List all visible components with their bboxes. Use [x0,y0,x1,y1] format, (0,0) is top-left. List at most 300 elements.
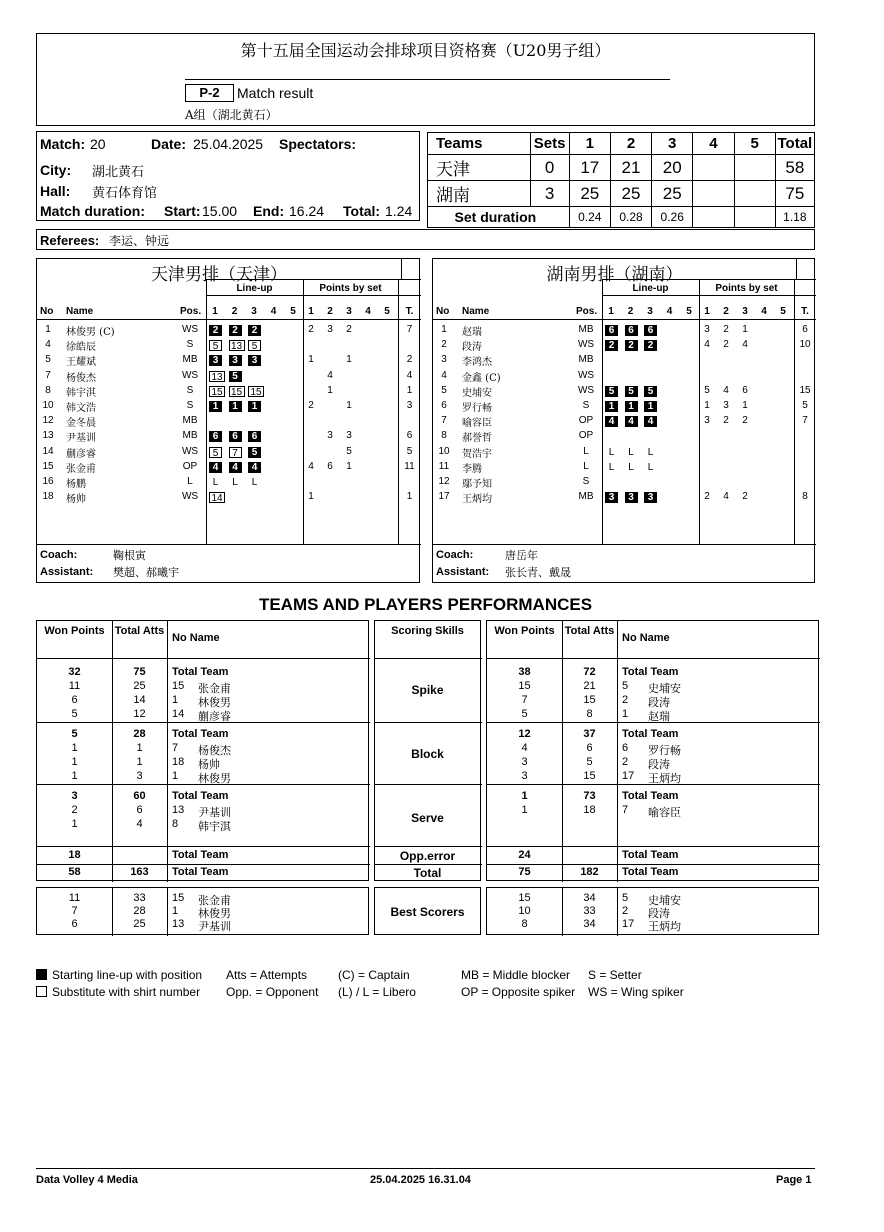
doc-code-box: P-2 [185,84,234,102]
player-number: 5 [622,892,629,904]
set-points: 1 [346,460,352,472]
referees-names: 李运、钟远 [109,234,170,248]
player-number: 12 [438,476,450,487]
set-points: 1 [704,400,710,411]
team-b-roster [432,258,815,583]
player-name: 贺浩宇 [462,448,492,460]
player-name: 史埔安 [462,387,492,399]
player-name: 王耀斌 [66,357,96,369]
total-atts: 28 [133,905,146,917]
row-divider [487,846,820,847]
player-name: 张金甫 [198,682,231,695]
player-total-points: 1 [406,491,413,503]
player-total-points: 6 [406,430,413,442]
player-row [37,490,421,505]
player-position: MB [578,354,594,366]
total-atts: 15 [583,694,596,706]
total-points: 75 [518,866,531,878]
no-header: No [40,306,54,317]
lineup-marker: 1 [605,401,618,412]
row-divider [375,722,482,723]
libero-marker: L [647,461,654,473]
player-name: 赵瑞 [648,710,670,723]
points-set-header: 3 [346,306,352,317]
score-set4 [693,181,734,207]
lineup-marker: 1 [625,401,638,412]
coach-label: Coach: [436,549,474,561]
player-total-points: 7 [406,324,413,335]
player-row [37,338,421,353]
player-name: 蒯彦睿 [198,710,231,723]
player-number: 1 [172,905,179,917]
total-attempts: 163 [130,866,149,878]
lineup-marker: 4 [229,462,242,473]
set-points: 1 [327,384,333,396]
player-position: OP [578,415,594,427]
team-b-performance [486,620,819,881]
player-position: MB [182,430,198,442]
won-points: 4 [521,742,528,754]
lineup-set-header: 4 [666,306,673,317]
legend-captain: (C) = Captain [338,968,410,982]
player-position: L [187,476,193,487]
skill-label: Block [411,747,444,761]
score-total: 75 [775,181,814,207]
player-number: 7 [45,369,51,381]
player-position: MB [578,491,594,503]
won-points: 8 [521,918,528,930]
player-name: 韩宇淇 [66,387,96,399]
player-number: 8 [45,384,51,396]
footer-timestamp: 25.04.2025 16.31.04 [370,1174,471,1186]
lineup-marker: 2 [229,325,242,336]
won-points: 1 [521,790,528,802]
player-position: S [186,400,194,411]
opp-error-label: Total Team [622,849,679,861]
player-number: 8 [441,430,447,442]
won-points: 5 [71,708,78,720]
total-label: Total Team [172,866,229,878]
score-header-sets: Sets [530,133,569,155]
set-duration-1: 0.24 [569,207,610,228]
lineup-marker: 5 [248,340,261,351]
lineup-marker: 5 [229,371,242,382]
column-divider [617,621,618,882]
won-points: 38 [518,666,531,678]
player-row [433,369,816,384]
libero-marker: L [647,446,654,458]
player-number: 1 [45,324,51,335]
lineup-marker: 13 [229,340,245,351]
total-attempts: 182 [580,866,599,878]
lineup-marker: 4 [605,416,618,427]
score-team-name: 湖南 [428,181,531,207]
set-points: 3 [346,430,352,442]
score-set5 [734,181,775,207]
score-sets: 3 [530,181,569,207]
player-total-points: 3 [406,400,413,411]
total-atts: 73 [583,790,596,802]
score-set1: 25 [569,181,610,207]
player-position: WS [181,369,199,381]
legend-op: OP = Opposite spiker [461,985,576,999]
won-points: 15 [518,680,531,692]
substitute-legend-icon [36,986,47,997]
player-name: 喻容臣 [648,806,681,819]
player-row [37,445,421,460]
player-number: 1 [622,708,629,720]
player-position: MB [578,324,594,335]
player-number: 1 [172,694,179,706]
libero-marker: L [628,446,634,458]
player-name: Total Team [172,790,229,802]
set-points: 1 [742,400,748,411]
set-points: 6 [742,384,748,396]
total-atts-header: Total Atts [564,625,615,637]
player-row [37,429,421,444]
player-name: 罗行畅 [648,744,681,757]
set-points: 4 [308,460,314,472]
won-points: 5 [71,728,78,740]
lineup-marker: 6 [229,431,242,442]
player-name: 金冬晨 [66,418,96,430]
player-number: 2 [622,756,629,768]
skill-label: Total [413,866,442,880]
player-name: 林俊男 [198,772,231,785]
won-points: 11 [68,680,81,692]
player-name: 王炳均 [462,494,492,506]
player-position: S [582,476,590,487]
player-number: 7 [622,804,629,816]
player-position: MB [182,415,198,427]
points-set-header: 5 [780,306,786,317]
player-position: OP [182,460,198,472]
row-divider [375,864,482,865]
lineup-marker: 6 [248,431,261,442]
lineup-set-header: 5 [686,306,692,317]
player-row [433,490,816,505]
set-duration-3: 0.26 [652,207,693,228]
libero-marker: L [628,461,634,473]
player-row [433,429,816,444]
won-points: 1 [71,756,78,768]
lineup-marker: 7 [229,447,242,458]
score-set2: 25 [610,181,651,207]
total-atts: 1 [136,742,143,754]
total-atts: 14 [133,694,146,706]
coach-name: 唐岳年 [505,549,538,562]
won-points: 2 [71,804,78,816]
skill-label: Spike [411,683,444,697]
lineup-set-header: 2 [627,306,634,317]
total-atts: 5 [586,756,593,768]
points-set-header: 1 [704,306,710,317]
player-name: 林俊男 (C) [66,327,115,338]
lineup-marker: 15 [209,386,225,397]
duration-label: Match duration: [40,203,145,219]
player-row [37,369,421,384]
footer-left: Data Volley 4 Media [36,1174,138,1186]
player-name: 韩文浩 [66,403,96,414]
lineup-set-header: 3 [251,306,257,317]
total-atts-header: Total Atts [114,625,165,637]
match-info-box [36,131,420,221]
total-atts: 75 [133,666,146,678]
lineup-marker: 5 [209,447,222,458]
lineup-marker: 5 [209,340,222,351]
player-position: OP [578,430,594,442]
set-points: 3 [723,400,729,411]
score-set4 [693,155,734,181]
skill-label: Serve [411,811,444,825]
won-points: 6 [71,918,78,930]
header-box [36,33,815,126]
total-atts: 12 [133,708,146,720]
score-set3: 20 [652,155,693,181]
set-points: 3 [704,415,710,427]
date-label: Date: [151,136,187,152]
lineup-set-header: 1 [608,306,614,317]
set-points: 2 [308,400,314,411]
doc-name: Match result [237,85,314,101]
city-label: City: [40,162,72,178]
set-points: 2 [723,415,729,427]
player-number: 18 [42,491,54,503]
lineup-header: Line-up [236,283,273,294]
legend-s: S = Setter [588,968,642,982]
header-rule [37,319,421,320]
legend-libero: (L) / L = Libero [338,985,416,999]
player-row [37,414,421,429]
set-duration-4 [693,207,734,228]
starting-legend-icon [36,969,47,980]
player-total-points: 5 [802,400,808,411]
total-duration: 1.24 [385,203,413,219]
lineup-marker: 3 [625,492,638,503]
player-name: 杨俊杰 [198,744,231,757]
player-name: 段涛 [648,907,670,920]
set-points: 4 [723,491,729,503]
player-number: 12 [42,415,54,427]
won-points: 7 [71,905,78,917]
assistant-names: 樊超、郝曦宇 [113,566,179,579]
player-name: 史埔安 [648,682,681,695]
player-row [433,399,816,414]
player-number: 6 [622,742,629,754]
match-number: 20 [90,136,106,152]
set-points: 4 [704,339,710,351]
player-name: 李鸿杰 [462,357,492,369]
player-position: S [582,400,590,411]
player-position: L [583,445,589,457]
player-total-points: 8 [802,491,808,503]
player-number: 8 [172,818,179,830]
score-header-teams: Teams [428,133,531,155]
set-points: 1 [742,324,748,335]
points-header: Points by set [319,283,382,294]
player-total-points: 11 [404,460,415,472]
score-header-set2: 2 [610,133,651,155]
player-name: Total Team [172,728,229,740]
set-points: 5 [704,384,710,396]
player-name: 徐皓辰 [66,342,96,354]
player-number: 4 [45,339,51,351]
player-row [37,323,421,338]
points-set-header: 3 [742,306,748,317]
libero-marker: L [608,446,615,458]
player-row [433,353,816,368]
legend-ws: WS = Wing spiker [588,985,684,999]
team-title: 天津男排（天津） [151,265,287,285]
set-points: 2 [742,491,748,503]
player-name: 尹基训 [66,433,96,445]
won-points: 12 [518,728,531,740]
coach-label: Coach: [40,549,78,561]
score-header-set5: 5 [734,133,775,155]
player-number: 17 [622,918,635,930]
player-position: WS [577,369,595,381]
performance-title: TEAMS AND PLAYERS PERFORMANCES [258,595,593,614]
player-number: 17 [438,491,450,503]
player-number: 5 [441,384,447,396]
lineup-marker: 3 [605,492,618,503]
lineup-marker: 4 [209,462,222,473]
set-points: 1 [308,354,314,366]
player-name: 段涛 [648,696,670,709]
libero-marker: L [251,477,258,488]
row-divider [375,658,482,659]
page-title: 第十五届全国运动会排球项目资格赛（U20男子组） [240,41,611,60]
set-points: 5 [346,445,352,457]
row-divider [487,658,820,659]
no-name-header: No Name [172,632,220,644]
won-points: 3 [521,756,528,768]
player-row [433,384,816,399]
no-name-header: No Name [622,632,670,644]
start-time: 15.00 [202,203,238,219]
player-position: S [186,339,194,351]
won-points: 1 [71,818,78,830]
player-row [37,353,421,368]
player-row [433,445,816,460]
score-team-name: 天津 [428,155,531,181]
legend-opp: Opp. = Opponent [226,985,319,999]
end-time: 16.24 [289,203,325,219]
player-number: 17 [622,770,635,782]
row-divider [375,846,482,847]
player-row [433,475,816,490]
player-number: 16 [42,476,54,487]
total-atts: 72 [583,666,596,678]
pos-header: Pos. [576,306,598,317]
player-number: 5 [622,680,629,692]
total-atts: 8 [586,708,593,720]
score-row-team-a [428,155,815,181]
header-rule [602,295,816,296]
player-number: 6 [441,400,447,411]
lineup-marker: 4 [625,416,638,427]
total-atts: 34 [583,892,596,904]
coach-rule [37,544,421,545]
player-row [37,460,421,475]
referees-box [36,229,815,250]
referees-label: Referees: [40,233,100,248]
player-total-points: 5 [406,445,413,457]
score-row-team-b [428,181,815,207]
player-number: 14 [42,445,54,457]
points-set-header: 2 [327,306,333,317]
end-label: End: [253,203,285,219]
player-name: Total Team [622,666,679,678]
lineup-marker: 4 [248,462,261,473]
set-points: 4 [742,339,748,351]
player-total-points: 15 [799,384,811,396]
header-rule [206,279,421,280]
score-header-set1: 1 [569,133,610,155]
team-a-performance [36,620,369,881]
lineup-marker: 5 [644,386,657,397]
set-points: 2 [308,324,314,335]
score-header-set4: 4 [693,133,734,155]
lineup-set-header: 2 [231,306,238,317]
row-divider [375,784,482,785]
set-points: 3 [704,324,710,335]
column-divider [167,888,168,936]
lineup-set-header: 1 [212,306,218,317]
opp-error-label: Total Team [172,849,229,861]
lineup-marker: 13 [209,371,225,382]
points-set-header: 2 [723,306,729,317]
set-points: 6 [327,460,333,472]
header-rule [433,319,816,320]
score-set3: 25 [652,181,693,207]
team-title: 湖南男排（湖南） [546,265,683,285]
player-name: 杨俊杰 [66,372,96,384]
player-row [433,460,816,475]
coach-name: 鞠根寅 [113,549,146,562]
score-total: 58 [775,155,814,181]
player-name: 金鑫 (C) [462,372,501,384]
player-total-points: 2 [406,354,413,366]
opp-error-points: 18 [68,849,81,861]
lineup-marker: 5 [625,386,638,397]
footer-page: Page 1 [776,1174,812,1186]
player-name: 段涛 [462,342,482,354]
team-b-best-scorers [486,887,819,935]
lineup-set-header: 5 [290,306,296,317]
player-name: 韩宇淇 [198,820,231,833]
won-points: 5 [521,708,528,720]
player-name: 李腾 [462,463,482,475]
total-atts: 1 [136,756,143,768]
total-atts: 3 [136,770,143,782]
name-header: Name [66,306,94,317]
legend-substitute: Substitute with shirt number [52,985,201,999]
player-name: 喻容臣 [462,418,492,430]
points-set-header: 1 [308,306,314,317]
player-number: 15 [42,460,54,472]
team-a-best-scorers [36,887,369,935]
title-divider [401,259,402,279]
lineup-marker: 1 [644,401,657,412]
set-points: 2 [346,324,352,335]
lineup-marker: 2 [644,340,657,351]
lineup-header: Line-up [632,283,669,294]
total-atts: 6 [136,804,143,816]
player-number: 15 [172,892,185,904]
total-atts: 18 [583,804,596,816]
assistant-label: Assistant: [436,566,490,578]
